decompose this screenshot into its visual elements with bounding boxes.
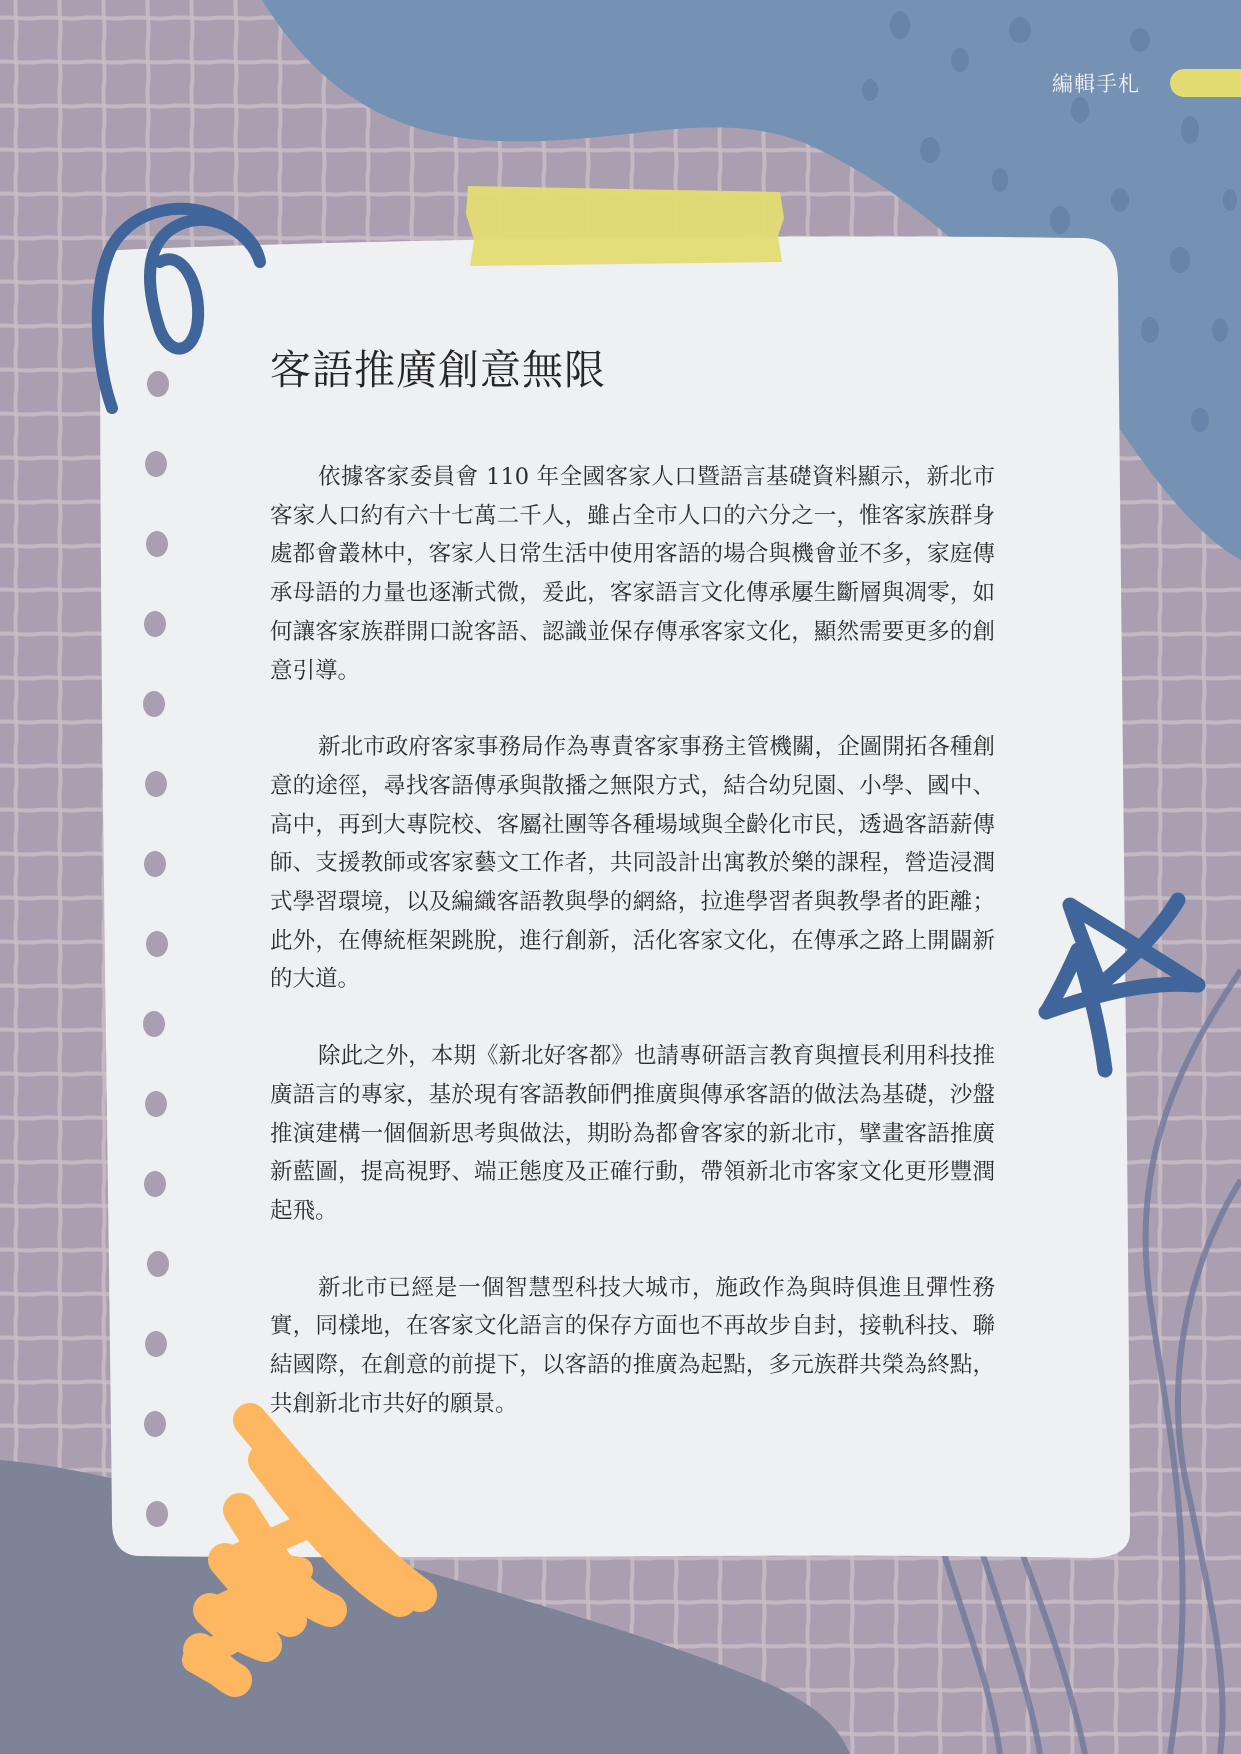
article bbox=[270, 340, 995, 1461]
section-label: 編輯手札 bbox=[1052, 72, 1140, 96]
article-paragraph-1: 依據客家委員會 110 年全國客家人口暨語言基礎資料顯示，新北市客家人口約有六十七萬二千人，雖占全市人口的六分之一，惟客家族群身處都會叢林中，客家人日常生活中使用客語的場合與機會並不多，家庭傳承母語的力量也逐漸式微，爰此，客家語言文化傳承屢生斷層與凋零，如何讓客家族群開口說客語、認識並保存傳承客家文化，顯然需要更多的創意引導。 bbox=[270, 464, 995, 684]
header-accent-bar bbox=[1170, 69, 1241, 97]
article-paragraph-4: 新北市已經是一個智慧型科技大城市，施政作為與時俱進且彈性務實，同樣地，在客家文化語言的保存方面也不再故步自封，接軌科技、聯結國際，在創意的前提下，以客語的推廣為起點，多元族群共榮為終點，共創新北市共好的願景。 bbox=[270, 1274, 995, 1417]
article-paragraph-3: 除此之外，本期《新北好客都》也請專研語言教育與擅長利用科技推廣語言的專家，基於現有客語教師們推廣與傳承客語的做法為基礎，沙盤推演建構一個個新思考與做法，期盼為都會客家的新北市，擘畫客語推廣新藍圖，提高視野、端正態度及正確行動，帶領新北市客家文化更形豐潤起飛。 bbox=[270, 1043, 995, 1224]
article-paragraph-2: 新北市政府客家事務局作為專責客家事務主管機關，企圖開拓各種創意的途徑，尋找客語傳承與散播之無限方式，結合幼兒園、小學、國中、高中，再到大專院校、客屬社團等各種場域與全齡化市民，透過客語薪傳師、支援教師或客家藝文工作者，共同設計出寓教於樂的課程，營造浸潤式學習環境，以及編織客語教與學的網絡，拉進學習者與教學者的距離；此外，在傳統框架跳脫，進行創新，活化客家文化，在傳承之路上開闢新的大道。 bbox=[270, 734, 995, 993]
article-title: 客語推廣創意無限 bbox=[270, 346, 606, 394]
